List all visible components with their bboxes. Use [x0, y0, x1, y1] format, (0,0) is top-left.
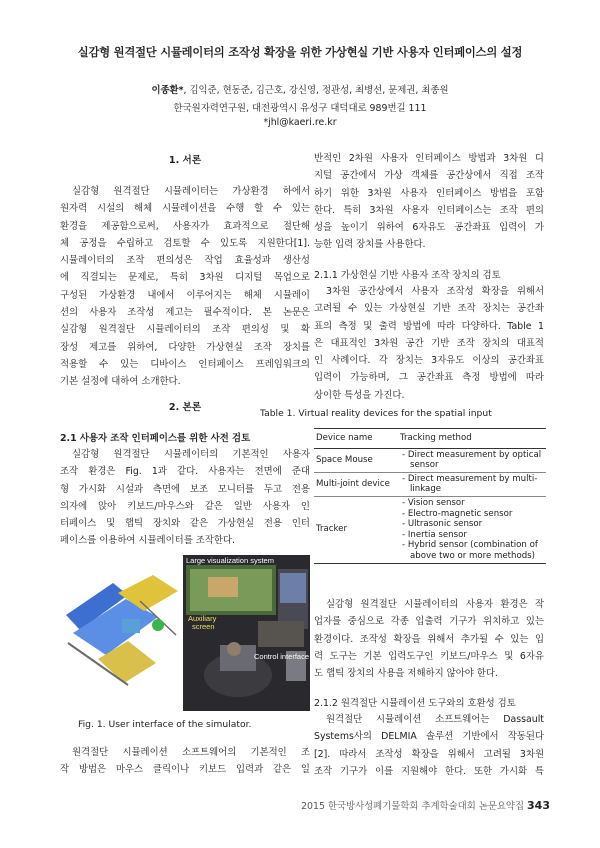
text-line: 도 햅틱 장치의 사용을 저해하지 않아야 한다. [314, 668, 498, 680]
text-line: 고려될 수 있는 가상현실 기반 조작 장치는 공간좌 [314, 303, 544, 315]
tracking-methods [398, 448, 546, 472]
device-name: Space Mouse [314, 448, 398, 472]
text-line: 원자력 시설의 해체 시뮬레이션을 수행 할 수 있는 [60, 203, 310, 215]
text-line: 구성된 가상환경 내에서 이루어지는 해체 시뮬레이 [60, 289, 310, 301]
table-row [314, 472, 546, 496]
co-authors: , 김익준, 현동준, 김근호, 강신영, 정관성, 최병선, 문제권, 최종원 [183, 85, 449, 96]
operator [227, 642, 241, 656]
text-line: 의자에 앉아 키보드/마우스와 같은 일반 사용자 인 [60, 500, 310, 512]
text-line: [2]. 따라서 조작성 확장을 위해서 고려될 3차원 [314, 748, 544, 760]
text-line: 션의 사용자 조작성 제고는 필수적이다. 본 논문은 [60, 307, 310, 319]
text-line: 기본 설정에 대하여 소개한다. [60, 376, 181, 388]
text-line: 력 도구는 기본 입력도구인 키보드/마우스 및 6자유 [314, 650, 544, 662]
table-row [314, 448, 546, 472]
text-line: 지털 공간에서 가상 객체를 공간상에서 직접 조작 [314, 170, 544, 182]
section-2-heading: 2. 본론 [168, 402, 202, 413]
text-line: 입력이 가능하며, 그 공간좌표 측정 방법에 따라 [314, 372, 544, 384]
text-line: 실감형 원격절단 시뮬레이터의 사용자 환경은 작 [326, 599, 544, 610]
table-header-method: Tracking method [398, 429, 546, 449]
device-name: Tracker [314, 496, 398, 563]
paper-title: 실감형 원격절단 시뮬레이터의 조작성 확장을 위한 가상현실 기반 사용자 인터페이스의 설정 [77, 46, 523, 59]
text-line: 에 직결되는 문제로, 특히 3차원 디지털 목업으로 [60, 272, 310, 284]
text-line: 작 방법은 마우스 클릭이나 키보드 입력과 같은 일 [60, 764, 310, 776]
text-line: 실감형 원격절단 시뮬레이터의 기본적인 사용자 [72, 449, 310, 460]
author-email: *jhl@kaeri.re.kr [263, 117, 337, 128]
text-line: 환경을 제공함으로써, 사용자가 효과적으로 절단해 [60, 220, 310, 232]
device-name: Multi-joint device [314, 472, 398, 496]
tracking-method-item: - Vision sensor [402, 497, 465, 508]
right-column-environment [314, 596, 544, 682]
text-line: 실감형 원격절단 시뮬레이터의 조작 편의성 및 확 [60, 324, 310, 336]
tracking-method-item: - Direct measurement by multi-linkage [402, 473, 538, 495]
text-line: 환경이다. 조작성 확장을 위해서 추가될 수 있는 입 [314, 633, 544, 645]
text-line: 원격절단 시뮬레이션 소프트웨어의 기본적인 조 [72, 747, 310, 758]
text-line: 성을 높이기 위하여 6자유도 공간좌표 입력이 가 [314, 222, 544, 234]
text-line: 3차원 공간상에서 사용자 조작성 확장을 위해서 [326, 286, 544, 297]
section-1-body [60, 183, 310, 391]
section-2-1-heading: 2.1 사용자 조작 인터페이스를 위한 사전 검토 [60, 433, 251, 444]
page-number: 343 [527, 799, 550, 812]
text-line: 업자를 중심으로 각종 입출력 기구가 위치하고 있는 [314, 616, 544, 628]
right-column-intro [314, 150, 544, 254]
text-line: 페이스를 이용하여 시뮬레이터를 조작한다. [60, 535, 235, 547]
label-large-visualization: Large visualization system [186, 556, 274, 565]
text-line: 체 공정을 수립하고 검토할 수 있도록 지원한다[1]. [60, 237, 310, 249]
text-line: 상이한 특성을 가진다. [314, 389, 405, 401]
tracking-methods [398, 472, 546, 496]
affiliation: 한국원자력연구원, 대전광역시 유성구 대덕대로 989번길 111 [173, 103, 427, 114]
footer-journal: 2015 한국방사성폐기물학회 추계학술대회 논문요약집 [301, 801, 525, 812]
section-1-heading: 1. 서론 [168, 155, 202, 166]
table-1-caption: Table 1. Virtual reality devices for the spatial input [260, 408, 492, 419]
text-line: 형 가시화 시설과 측면에 보조 모니터를 두고 전용 [60, 483, 310, 495]
tracking-methods [398, 496, 546, 563]
text-line: 적용할 수 있는 디바이스 인터페이스 프레임워크의 [60, 358, 310, 370]
figure-1-caption: Fig. 1. User interface of the simulator. [78, 719, 252, 730]
text-line: 시뮬레이터의 조작 편의성은 작업 효율성과 생산성 [60, 255, 310, 267]
text-line: 장성 제고를 위하여, 다양한 가상현실 조작 장치를 [60, 341, 310, 353]
mockup-marker [152, 619, 164, 631]
text-line: 표의 측정 및 출력 방법에 따라 다양하다. Table 1 [314, 320, 544, 332]
page-footer [301, 798, 550, 812]
lead-author: 이종환* [151, 85, 184, 96]
text-line: 조작 기구가 이를 지원해야 한다. 또한 가시화 특 [314, 765, 544, 777]
label-control-interface: Control interface [254, 652, 310, 661]
table-header-device: Device name [314, 429, 398, 449]
text-line: 하기 위한 3차원 사용자 인터페이스 방법을 포함 [314, 187, 544, 199]
figure-1-simulator-photo [58, 555, 310, 711]
text-line: 능한 입력 장치를 사용한다. [314, 239, 426, 251]
mockup-component [122, 619, 140, 633]
label-auxiliary: Auxiliary screen [188, 614, 217, 631]
left-column-continuation [60, 744, 310, 779]
table-1 [314, 428, 546, 564]
author-list [0, 82, 600, 96]
text-line: 실감형 원격절단 시뮬레이터는 가상환경 하에서 [72, 186, 310, 197]
section-2-1-2-body [314, 711, 544, 780]
text-line: 터페이스 및 햅틱 장치와 같은 가상현실 전용 인터 [60, 518, 310, 530]
text-line: Systems사의 DELMIA 솔루션 기반에서 작동된다 [314, 731, 544, 743]
section-2-1-1-body [314, 283, 544, 404]
section-2-1-2-heading: 2.1.2 원격절단 시뮬레이션 도구와의 호환성 검토 [314, 698, 516, 709]
section-2-1-body [60, 446, 310, 550]
text-line: 원격절단 시뮬레이션 소프트웨어는 Dassault [326, 714, 544, 725]
text-line: 인 사례이다. 각 장치는 3자유도 이상의 공간좌표 [314, 355, 544, 367]
tracking-method-item: - Direct measurement by optical sensor [402, 449, 542, 471]
tracking-method-item: - Hybrid sensor (combination of above two or more methods) [402, 540, 538, 561]
tracking-method-item: - Ultrasonic sensor [402, 519, 483, 530]
text-line: 반적인 2차원 사용자 인터페이스 방법과 3차원 디 [314, 153, 544, 164]
text-line: 은 대표적인 3차원 공간 기반 조작 장치의 대표적 [314, 337, 544, 349]
section-2-1-1-heading: 2.1.1 가상현실 기반 사용자 조작 장치의 검토 [314, 270, 501, 281]
tracking-method-item: - Inertia sensor [402, 529, 467, 540]
text-line: 한다. 특히 3차원 사용자 인터페이스는 조작 편의 [314, 204, 544, 216]
table-row [314, 496, 546, 563]
tracking-method-item: - Electro-magnetic sensor [402, 508, 513, 519]
text-line: 조작 환경은 Fig. 1과 같다. 사용자는 전면에 준대 [60, 466, 310, 478]
